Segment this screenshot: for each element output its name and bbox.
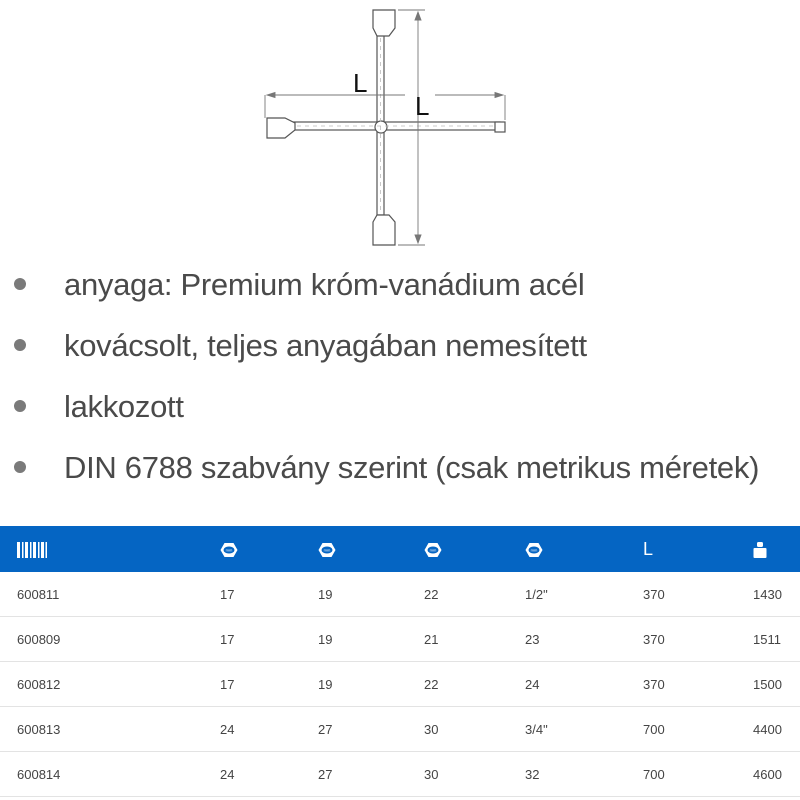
dimension-label-vertical: L <box>415 91 430 121</box>
cell-weight: 1500 <box>753 662 800 707</box>
cell-weight: 4400 <box>753 707 800 752</box>
cell-article-number: 600813 <box>0 707 220 752</box>
cell-weight: 1430 <box>753 572 800 617</box>
table-row <box>0 572 800 617</box>
cell-article-number: 600809 <box>0 617 220 662</box>
hex-socket-mm-icon <box>318 542 336 558</box>
cell-size-3: 21 <box>424 617 525 662</box>
cell-length: 700 <box>643 707 753 752</box>
product-diagram <box>255 0 525 250</box>
cell-article-number: 600812 <box>0 662 220 707</box>
cell-size-1: 17 <box>220 617 318 662</box>
cross-wrench-drawing-icon <box>255 0 525 250</box>
svg-text:mm: mm <box>530 547 538 553</box>
bullet-icon <box>14 278 26 290</box>
cell-size-2: 19 <box>318 617 424 662</box>
header-size-1 <box>220 526 318 572</box>
cell-length: 700 <box>643 752 753 797</box>
feature-text: lakkozott <box>64 389 184 424</box>
header-size-2 <box>318 526 424 572</box>
header-article-number <box>0 526 220 572</box>
bullet-icon <box>14 461 26 473</box>
cell-size-3: 30 <box>424 752 525 797</box>
cell-size-3: 30 <box>424 707 525 752</box>
cell-size-4: 24 <box>525 662 643 707</box>
cell-size-1: 17 <box>220 662 318 707</box>
cell-weight: 1511 <box>753 617 800 662</box>
svg-text:mm: mm <box>225 547 233 553</box>
svg-text:mm: mm <box>429 547 437 553</box>
feature-item <box>0 319 800 380</box>
table-header-row <box>0 526 800 572</box>
cell-size-2: 27 <box>318 752 424 797</box>
feature-item <box>0 441 800 502</box>
cell-size-2: 19 <box>318 572 424 617</box>
hex-socket-mm-icon <box>220 542 238 558</box>
cell-size-2: 27 <box>318 707 424 752</box>
cell-size-1: 17 <box>220 572 318 617</box>
feature-list <box>0 258 800 502</box>
feature-text: DIN 6788 szabvány szerint (csak metrikus méretek) <box>64 450 760 485</box>
cell-size-1: 24 <box>220 752 318 797</box>
feature-item <box>0 380 800 441</box>
table-row <box>0 707 800 752</box>
spec-table <box>0 526 800 797</box>
cell-size-4: 1/2" <box>525 572 643 617</box>
barcode-icon <box>17 542 47 558</box>
cell-size-1: 24 <box>220 707 318 752</box>
header-size-3 <box>424 526 525 572</box>
feature-text: anyaga: Premium króm-vanádium acél <box>64 267 585 302</box>
table-row <box>0 617 800 662</box>
table-row <box>0 662 800 707</box>
cell-size-4: 3/4" <box>525 707 643 752</box>
cell-length: 370 <box>643 617 753 662</box>
cell-size-4: 32 <box>525 752 643 797</box>
cell-article-number: 600814 <box>0 752 220 797</box>
cell-weight: 4600 <box>753 752 800 797</box>
feature-item <box>0 258 800 319</box>
svg-text:mm: mm <box>323 547 331 553</box>
bullet-icon <box>14 339 26 351</box>
cell-size-3: 22 <box>424 572 525 617</box>
hex-socket-mm-icon <box>424 542 442 558</box>
cell-size-4: 23 <box>525 617 643 662</box>
cell-size-2: 19 <box>318 662 424 707</box>
table-row <box>0 752 800 797</box>
header-weight <box>753 526 800 572</box>
bullet-icon <box>14 400 26 412</box>
weight-icon <box>753 542 767 558</box>
header-size-4 <box>525 526 643 572</box>
dimension-label-horizontal: L <box>353 68 368 98</box>
cell-length: 370 <box>643 662 753 707</box>
hex-socket-mm-icon <box>525 542 543 558</box>
cell-length: 370 <box>643 572 753 617</box>
feature-text: kovácsolt, teljes anyagában nemesített <box>64 328 587 363</box>
header-length: L <box>643 538 654 559</box>
cell-size-3: 22 <box>424 662 525 707</box>
cell-article-number: 600811 <box>0 572 220 617</box>
